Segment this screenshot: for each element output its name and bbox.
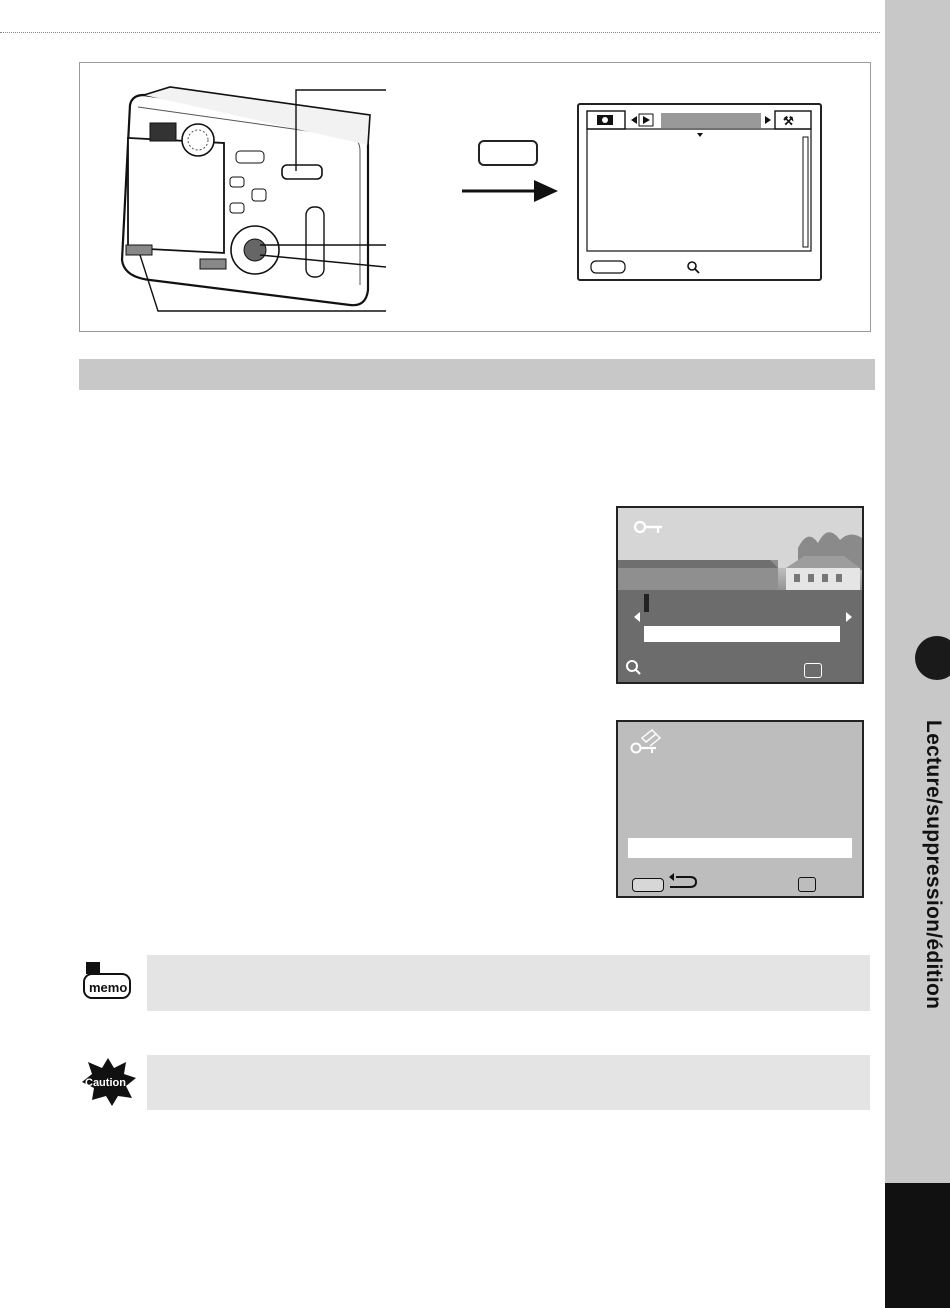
svg-text:⚒: ⚒ [783, 114, 794, 128]
ok-button-icon [804, 663, 822, 678]
svg-text:Caution: Caution [85, 1077, 126, 1089]
memo-icon [80, 960, 134, 1004]
protect-all-images-screen [616, 720, 864, 898]
top-rule [0, 32, 880, 33]
menu-button-outline [478, 140, 538, 166]
protect-single-image-screen [616, 506, 864, 684]
caution-note-box [147, 1055, 870, 1110]
selection-bar [644, 626, 840, 642]
arrow-right-icon [460, 178, 560, 204]
menu-button-icon [632, 878, 664, 892]
caution-icon [80, 1058, 136, 1106]
svg-text:memo: memo [89, 980, 128, 995]
camera-back-diagram [110, 85, 400, 320]
protect-all-icon [618, 722, 862, 896]
chapter-title: Lecture/suppression/édition [922, 720, 945, 1010]
ok-button-icon [798, 877, 816, 892]
selection-bar [628, 838, 852, 858]
section-header-bar [79, 359, 875, 390]
playback-menu-screen [577, 103, 822, 281]
page-number-block [885, 1183, 950, 1308]
memo-note-box [147, 955, 870, 1011]
